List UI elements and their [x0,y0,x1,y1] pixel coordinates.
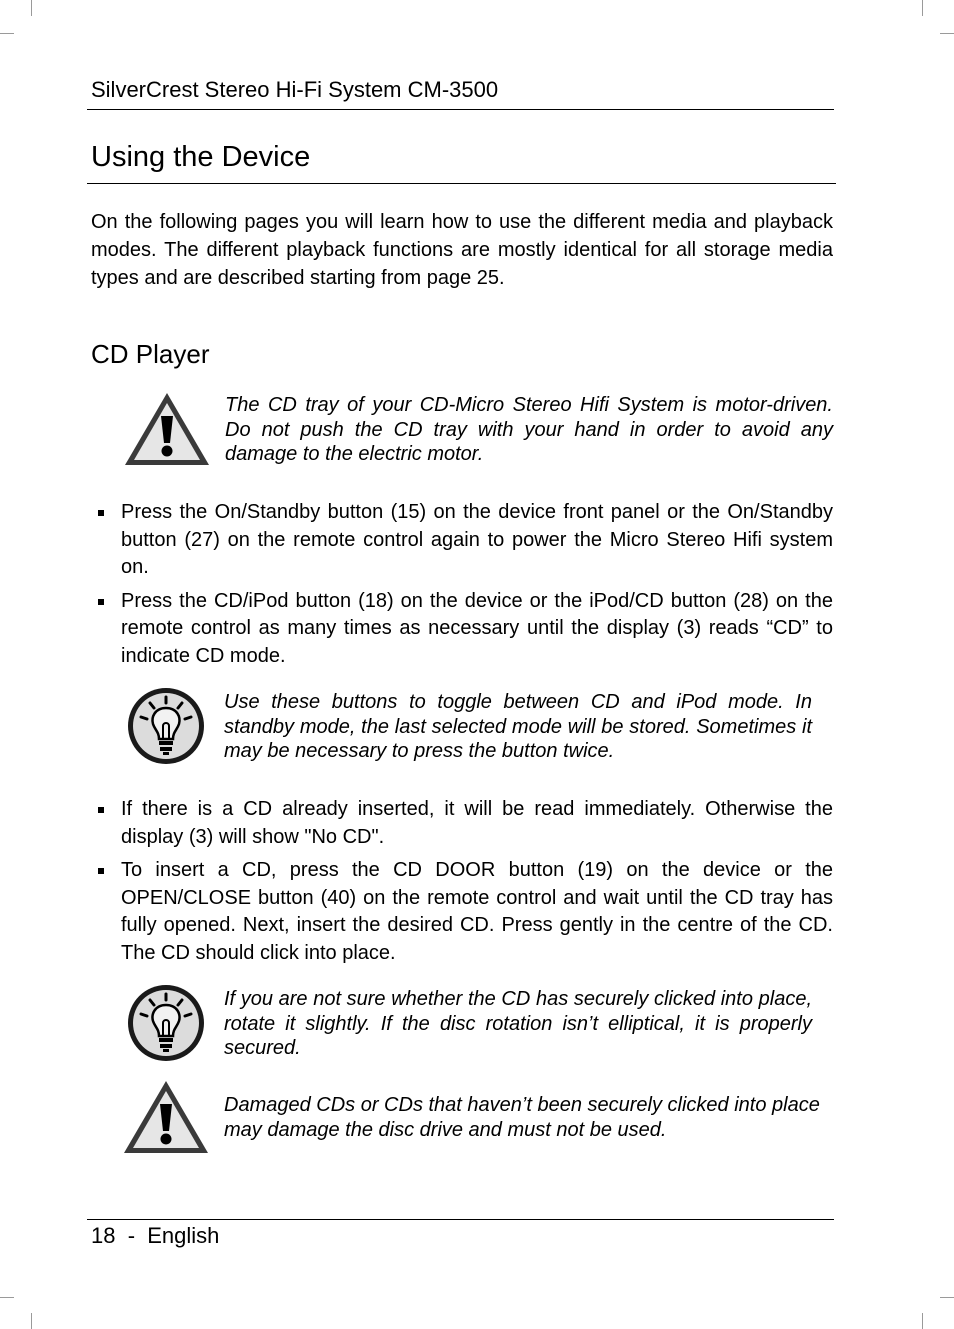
bullet-square-icon [98,868,104,874]
section-divider [87,183,836,184]
intro-paragraph: On the following pages you will learn how to use the different media and playback modes. The different playback functions are mostly identical for all storage media types and are described starting from page 25. [91,211,833,289]
tip-note-secure-cd: If you are not sure whether the CD has securely clicked into place, rotate it slightly. If the disc rotation isn’t elliptical, it is properly secured. [224,988,812,1059]
warning-triangle-icon [122,390,212,473]
list-item [97,588,833,671]
tip-note-toggle-mode: Use these buttons to toggle between CD and iPod mode. In standby mode, the last selected mode will be stored. Sometimes it may be necessary to press the button twice. [224,691,812,762]
crop-mark-bottom-right-v [922,1313,923,1329]
list-item [97,499,833,582]
warning-note-motor: The CD tray of your CD-Micro Stereo Hifi System is motor-driven. Do not push the CD tray with your hand in order to avoid any damage to the electric motor. [225,394,833,465]
subsection-title: CD Player [91,339,210,369]
bullet-square-icon [98,807,104,813]
crop-mark-bottom-right-h [940,1297,954,1298]
warning-note-damaged-cd: Damaged CDs or CDs that haven’t been securely clicked into place may damage the disc drive and must not be used. [224,1094,820,1141]
section-title: Using the Device [91,141,311,173]
list-item-text: To insert a CD, press the CD DOOR button (19) on the device or the OPEN/CLOSE button (40) on the remote control and wait until the CD tray has fully opened. Next, insert the desired CD. Press gently in the centre of the CD. The CD should click into place. [121,859,833,964]
header-divider [87,109,834,110]
list-item [97,857,833,967]
instruction-list-power [97,499,833,676]
lightbulb-icon [126,983,206,1068]
instruction-list-insert [97,796,833,973]
crop-mark-top-right-v [922,0,923,16]
crop-mark-top-left-h [0,33,14,34]
list-item-text: If there is a CD already inserted, it will be read immediately. Otherwise the display (3) will show "No CD". [121,798,833,848]
crop-mark-bottom-left-h [0,1297,14,1298]
bullet-square-icon [98,510,104,516]
crop-mark-top-left-v [31,0,32,16]
bullet-square-icon [98,599,104,605]
lightbulb-icon [126,686,206,771]
footer-divider [87,1219,834,1220]
list-item [97,796,833,851]
list-item-text: Press the On/Standby button (15) on the device front panel or the On/Standby button (27) on the remote control again to power the Micro Stereo Hifi system on. [121,501,833,578]
warning-triangle-icon [121,1078,211,1161]
crop-mark-top-right-h [940,33,954,34]
running-header: SilverCrest Stereo Hi-Fi System CM-3500 [91,77,499,102]
page-footer: 18 - English [91,1223,220,1248]
crop-mark-bottom-left-v [31,1313,32,1329]
list-item-text: Press the CD/iPod button (18) on the device or the iPod/CD button (28) on the remote control as many times as necessary until the display (3) reads “CD” to indicate CD mode. [121,589,833,667]
